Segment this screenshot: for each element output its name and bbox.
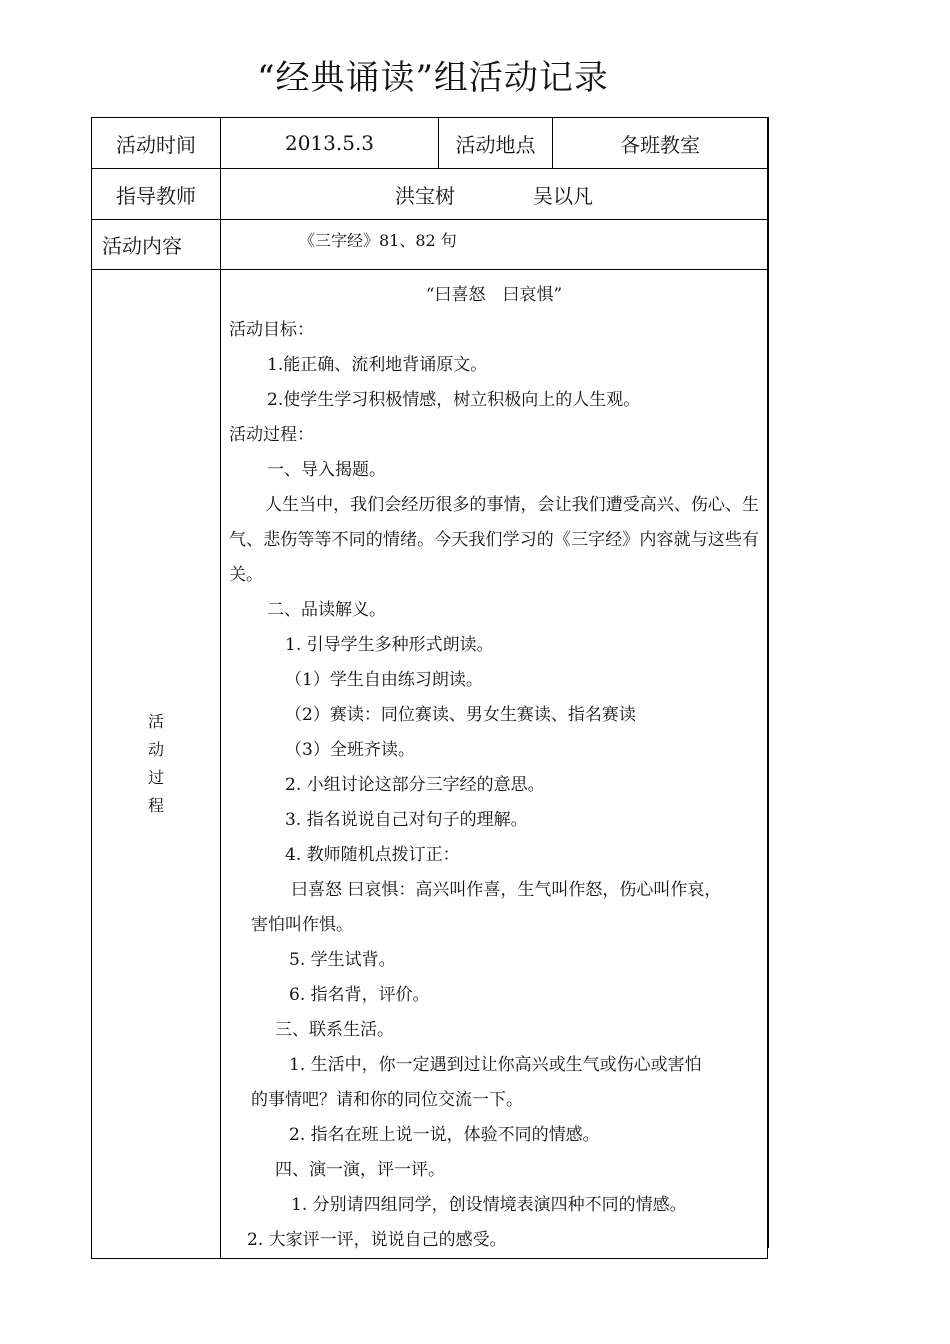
step-item: 6. 指名背，评价。 xyxy=(289,985,430,1005)
process-row xyxy=(92,270,768,1259)
step-item: 3. 指名说说自己对句子的理解。 xyxy=(285,810,528,830)
side-char-4: 程 xyxy=(147,796,164,815)
step-paragraph: 人生当中，我们会经历很多的事情，会让我们遭受高兴、伤心、生气、悲伤等等不同的情绪。今天我们学习的《三字经》内容就与这些有关。 xyxy=(229,495,759,585)
process-content xyxy=(221,270,768,1259)
side-char-3: 过 xyxy=(147,768,164,787)
content-label: 活动内容 xyxy=(92,220,221,270)
side-char-1: 活 xyxy=(147,712,164,731)
teacher-label: 指导教师 xyxy=(92,169,221,220)
step-item: 2. 指名在班上说一说，体验不同的情感。 xyxy=(289,1125,600,1145)
time-label: 活动时间 xyxy=(92,118,221,169)
teacher-names xyxy=(221,169,768,220)
goal-item: 2.使学生学习积极情感，树立积极向上的人生观。 xyxy=(267,390,641,410)
goal-label: 活动目标： xyxy=(229,320,314,340)
teacher-name-2: 吴以凡 xyxy=(533,183,593,208)
step-item: 2. 小组讨论这部分三字经的意思。 xyxy=(285,775,545,795)
content-row xyxy=(92,220,768,270)
step-item: 1. 生活中，你一定遇到过让你高兴或生气或伤心或害怕 xyxy=(289,1055,702,1075)
teacher-name-1: 洪宝树 xyxy=(395,183,455,208)
step-item: （1）学生自由练习朗读。 xyxy=(285,670,483,690)
side-char-2: 动 xyxy=(147,740,164,759)
page-title: “经典诵读”组活动记录 xyxy=(257,58,609,98)
step-item: （2）赛读：同位赛读、男女生赛读、指名赛读 xyxy=(285,705,636,725)
step-title: 一、导入揭题。 xyxy=(267,460,386,480)
step-title: 三、联系生活。 xyxy=(275,1020,394,1040)
lesson-heading: “曰喜怒 曰哀惧” xyxy=(425,285,563,305)
table-right-border xyxy=(768,117,769,1248)
explanation-line: 曰喜怒 曰哀惧：高兴叫作喜，生气叫作怒，伤心叫作哀， xyxy=(291,880,722,900)
step-title: 四、演一演，评一评。 xyxy=(275,1160,445,1180)
place-label: 活动地点 xyxy=(439,118,553,169)
teacher-row xyxy=(92,169,768,220)
step-item: 4. 教师随机点拨订正： xyxy=(285,845,460,865)
step-item-continued: 的事情吧？请和你的同位交流一下。 xyxy=(251,1090,523,1110)
content-value: 《三字经》81、82 句 xyxy=(221,220,768,270)
time-value: 2013.5.3 xyxy=(221,118,439,169)
process-side-label xyxy=(92,270,221,1259)
activity-record-table xyxy=(91,117,768,1259)
step-item: 2. 大家评一评，说说自己的感受。 xyxy=(247,1230,507,1250)
time-place-row xyxy=(92,118,768,169)
step-item: 5. 学生试背。 xyxy=(289,950,396,970)
explanation-line: 害怕叫作惧。 xyxy=(251,915,353,935)
place-value: 各班教室 xyxy=(553,118,768,169)
process-label: 活动过程： xyxy=(229,425,314,445)
goal-item: 1.能正确、流利地背诵原文。 xyxy=(267,355,488,375)
step-item: （3）全班齐读。 xyxy=(285,740,415,760)
step-item: 1. 引导学生多种形式朗读。 xyxy=(285,635,494,655)
step-title: 二、品读解义。 xyxy=(267,600,386,620)
step-item: 1. 分别请四组同学，创设情境表演四种不同的情感。 xyxy=(291,1195,687,1215)
